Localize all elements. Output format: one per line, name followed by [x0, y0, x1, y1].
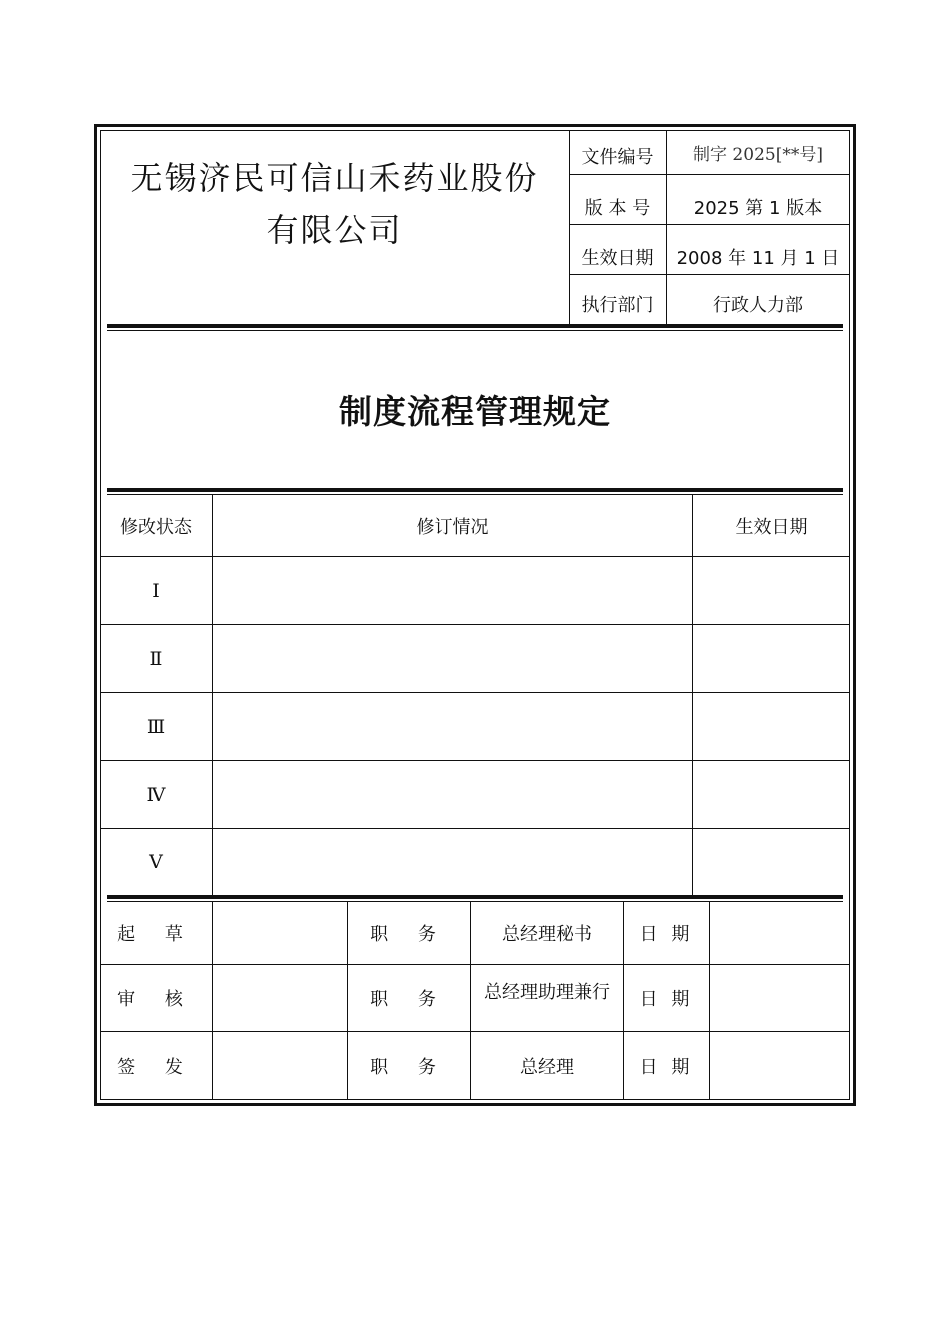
- approval-position-label: 职 务: [370, 989, 448, 1010]
- field-label-effective-date: 生效日期: [581, 248, 654, 269]
- revision-row-details[interactable]: [213, 625, 692, 692]
- field-label-version: 版 本 号: [584, 198, 651, 219]
- approval-position-drafter: 总经理秘书: [502, 924, 592, 945]
- revision-row-status: Ⅱ: [149, 647, 163, 670]
- approval-date-drafter[interactable]: [710, 902, 850, 964]
- revision-row-date[interactable]: [693, 693, 850, 760]
- approval-date-issuer[interactable]: [710, 1032, 850, 1100]
- revision-row-details[interactable]: [213, 557, 692, 624]
- revision-row-status: Ⅲ: [146, 715, 166, 738]
- revision-row-details[interactable]: [213, 829, 692, 895]
- revision-row-date[interactable]: [693, 761, 850, 828]
- revision-header-details: 修订情况: [416, 516, 489, 538]
- field-value-doc-number: 制字 2025[**号]: [693, 144, 823, 165]
- revision-row-details[interactable]: [213, 693, 692, 760]
- revision-row-status: Ⅰ: [152, 579, 160, 602]
- field-label-department: 执行部门: [581, 295, 654, 316]
- approval-position-label: 职 务: [370, 1057, 448, 1078]
- revision-row-status: Ⅴ: [149, 851, 163, 873]
- revision-row-details[interactable]: [213, 761, 692, 828]
- revision-header-date: 生效日期: [735, 516, 808, 538]
- approval-role-issuer: 签 发: [117, 1057, 195, 1078]
- approval-position-issuer: 总经理: [520, 1057, 574, 1078]
- approval-position-reviewer: 总经理助理兼行: [484, 982, 610, 1003]
- revision-row-status: Ⅳ: [146, 783, 166, 806]
- field-value-version: 2025 第 1 版本: [693, 198, 823, 219]
- revision-row-date[interactable]: [693, 625, 850, 692]
- company-name-line1: 无锡济民可信山禾药业股份: [130, 159, 539, 197]
- revision-row-date[interactable]: [693, 829, 850, 895]
- approval-date-reviewer[interactable]: [710, 965, 850, 1031]
- approval-date-label: 日 期: [639, 1057, 694, 1078]
- approval-name-issuer[interactable]: [213, 1032, 347, 1100]
- approval-name-drafter[interactable]: [213, 902, 347, 964]
- company-name: [100, 152, 569, 256]
- revision-header-status: 修改状态: [120, 516, 192, 538]
- approval-date-label: 日 期: [639, 924, 694, 945]
- approval-date-label: 日 期: [639, 989, 694, 1010]
- approval-position-label: 职 务: [370, 924, 448, 945]
- document-title: 制度流程管理规定: [339, 392, 611, 431]
- field-value-effective-date: 2008 年 11 月 1 日: [676, 248, 840, 269]
- field-value-department: 行政人力部: [713, 295, 803, 316]
- company-name-line2: 有限公司: [266, 211, 403, 249]
- approval-name-reviewer[interactable]: [213, 965, 347, 1031]
- approval-role-drafter: 起 草: [117, 924, 195, 945]
- revision-row-date[interactable]: [693, 557, 850, 624]
- header-separator-thick: [107, 324, 843, 328]
- approval-role-reviewer: 审 核: [117, 989, 195, 1010]
- field-label-doc-number: 文件编号: [581, 147, 654, 168]
- revision-separator-thick: [107, 895, 843, 899]
- title-separator-thick: [107, 488, 843, 492]
